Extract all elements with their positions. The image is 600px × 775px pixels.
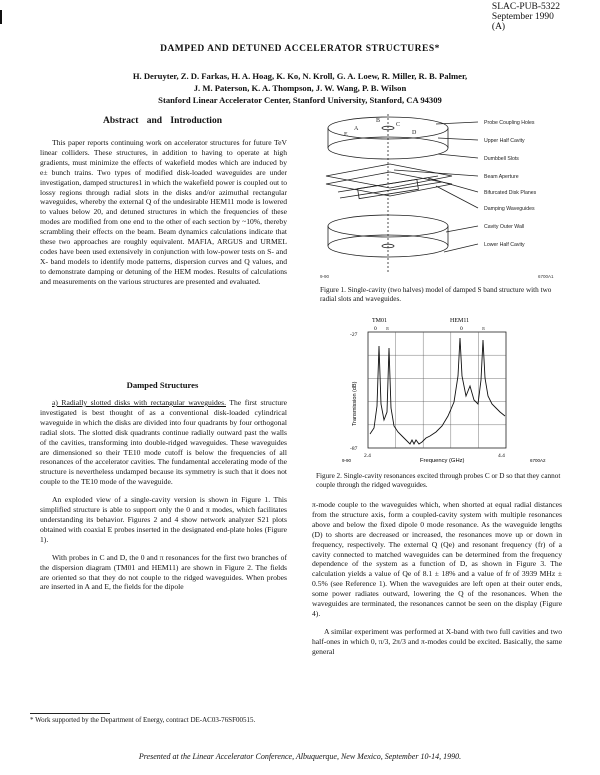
fig2-ytick-top: -27	[350, 332, 358, 338]
fig2-xtick-right: 4.4	[498, 453, 505, 459]
page-footer: Presented at the Linear Accelerator Conference, Albuquerque, New Mexico, September 10-14, 1990.	[138, 752, 462, 761]
probe-letter-a: A	[354, 126, 359, 132]
fig1-label-lower-cavity: Lower Half Cavity	[484, 242, 525, 248]
fig2-xtick-left: 2.4	[364, 453, 371, 459]
abstract-body	[40, 138, 287, 287]
transmission-trace	[370, 338, 505, 444]
fig1-label-probe-holes: Probe Coupling Holes	[484, 120, 535, 126]
fig2-label-hem11: HEM11	[450, 318, 470, 324]
footnote-rule	[30, 713, 110, 714]
fig1-corner: 9-90	[320, 274, 330, 279]
damped-paragraph-1	[40, 398, 287, 487]
fig2-xlabel: Frequency (GHz)	[420, 458, 465, 464]
probe-letter-e: E	[344, 132, 348, 138]
authors-line-1: H. Deruyter, Z. D. Farkas, H. A. Hoag, K. Ko, N. Kroll, G. A. Loew, R. Miller, R. B. Palmer,	[132, 71, 468, 81]
fig2-mode-0b: 0	[460, 326, 463, 332]
fig2-mode-pia: π	[386, 326, 389, 332]
disk-plane-1	[326, 164, 452, 188]
fig1-tag: 6700A1	[538, 274, 554, 279]
fig2-tag: 6700A2	[530, 458, 546, 463]
fig1-label-outer-wall: Cavity Outer Wall	[484, 224, 525, 230]
authors-line-2: J. M. Paterson, K. A. Thompson, J. W. Wang, P. B. Wilson	[193, 83, 407, 93]
fig2-ylabel: Transmission (dB)	[352, 381, 358, 426]
fig2-label-tm01: TM01	[372, 318, 387, 324]
report-code: (A)	[491, 22, 506, 32]
figure-1-caption: Figure 1. Single-cavity (two halves) model of damped S band structure with two radial slots and waveguides.	[320, 286, 552, 303]
report-number: SLAC-PUB-5322	[491, 2, 560, 12]
fig1-label-disk-planes: Bifurcated Disk Planes	[484, 190, 537, 196]
damped-heading: Damped Structures	[126, 380, 199, 390]
damped-paragraph-3: With probes in C and D, the 0 and π resonances for the first two branches of the dispersion diagram (TM01 and HEM11) are shown in Figure 2. The fields are oriented so that they do not couple to the ridged waveguides. When probes are inserted in A and E, the fields for the dipole	[40, 552, 287, 592]
damped-paragraph-2: An exploded view of a single-cavity version is shown in Figure 1. This simplified structure is able to support only the 0 and π modes, which facilitates understanding its behavior. Figures 2 and 4 show network analyzer S21 plots obtained with coaxial E probes inserted in the designated end-plate holes (Figure 1).	[40, 495, 287, 544]
figure-2-caption: Figure 2. Single-cavity resonances excited through probes C or D so that they cannot couple through the ridged waveguides.	[316, 472, 561, 489]
fig1-label-waveguides: Damping Waveguides	[484, 206, 535, 212]
fig1-label-dumbbell-slots: Dumbbell Slots	[484, 156, 519, 162]
report-date: September 1990	[491, 12, 554, 22]
figure-1	[318, 114, 568, 282]
author-block	[40, 70, 560, 106]
right-paragraph-1: π-mode couple to the waveguides which, when shorted at equal radial distances from the structure axis, form a coupled-cavity system with multiple resonances above and below the fixed dipole 0 mode resonance. As the waveguide lengths (D) to shorts are decreased or increased, the resonances move up or down in frequency, respectively. The external Q (Qe) and resonant frequency (fr) of a cavity connected to matched waveguides can be determined from the frequency dependence of the system as a function of D, as shown in Figure 3. The calculation yields a value of Qe of 8.1 ± 18% and a value of fr of 3939 MHz ± 0.5% (see Reference 1). When the waveguides are left open at their outer ends, some power radiates outward, lowering the Q of the resonances. When the waveguides are terminated, the resonances cannot be seen on the display (Figure 4).	[312, 500, 562, 618]
figure-2	[340, 316, 560, 466]
footnote: * Work supported by the Department of Energy, contract DE-AC03-76SF00515.	[30, 716, 256, 724]
figure-1-drawing	[318, 114, 568, 282]
subsection-heading: a) Radially slotted disks with rectangular waveguides.	[52, 398, 226, 407]
fig1-label-beam-aperture: Beam Aperture	[484, 174, 519, 180]
report-header	[492, 2, 560, 32]
fig2-corner: 9-90	[342, 458, 352, 463]
figure-2-chart	[340, 316, 560, 466]
damped-body	[40, 398, 287, 592]
probe-letter-d: D	[412, 130, 417, 136]
fig2-mode-0a: 0	[374, 326, 377, 332]
probe-letter-b: B	[376, 118, 381, 124]
abstract-heading: Abstract and Introduction	[103, 116, 222, 126]
fig2-ytick-bottom: -87	[350, 446, 358, 452]
margin-mark	[0, 10, 2, 24]
right-column-body	[312, 500, 562, 657]
paper-title: DAMPED AND DETUNED ACCELERATOR STRUCTURES*	[160, 44, 440, 54]
fig2-mode-pib: π	[482, 326, 485, 332]
probe-letter-c: C	[396, 122, 401, 128]
affiliation: Stanford Linear Accelerator Center, Stanford University, Stanford, CA 94309	[158, 95, 442, 105]
fig1-label-upper-cavity: Upper Half Cavity	[484, 138, 525, 144]
abstract-paragraph: This paper reports continuing work on accelerator structures for future TeV linear colliders. These structures, in addition to having to operate at high gradients, must minimize the effects of wakefield modes which are induced by e± bunch trains. Two types of modified disk-loaded waveguides are under investigation, damped structures1 in which the wakefield power is coupled out to lossy regions through radial slots in the disks and/or azimuthal rectangular waveguides, whereby the external Q of the undesirable HEM11 mode is lowered to values below 20, and detuned structures in which the frequencies of these modes are modified from one end to the other of each section by ~10%, thereby scrambling their effects on the beam. Beam dynamics calculations indicate that these two approaches are roughly equivalent. MAFIA, ARGUS and URMEL codes have been used extensively in conjunction with low-power tests on S- and X- band models to identify mode patterns, dispersion curves and Q values, and to demonstrate damping or detuning of the HEM modes. Results of calculations and measurements on the various structures are presented and evaluated.	[40, 138, 287, 286]
damped-p1-text: The first structure investigated is best thought of as a conventional disk-loaded cylindrical waveguide in which the disks are divided into four quadrants by four orthogonal radial slots. The slotted disk quadrants continue radially outward past the walls of the cavities, transforming into double-ridged waveguides. These waveguides are dimensioned so their TE10 mode cutoff is below the frequencies of all resonances of the accelerator cavities. The fundamental accelerating mode of the structure is nevertheless undamped because its symmetry is such that it does not couple to the TE10 mode of the waveguide.	[40, 398, 288, 487]
right-paragraph-2: A similar experiment was performed at X-band with two full cavities and two half-ones in which 0, π/3, 2π/3 and π-modes could be excited. Basically, the same general	[312, 626, 562, 656]
